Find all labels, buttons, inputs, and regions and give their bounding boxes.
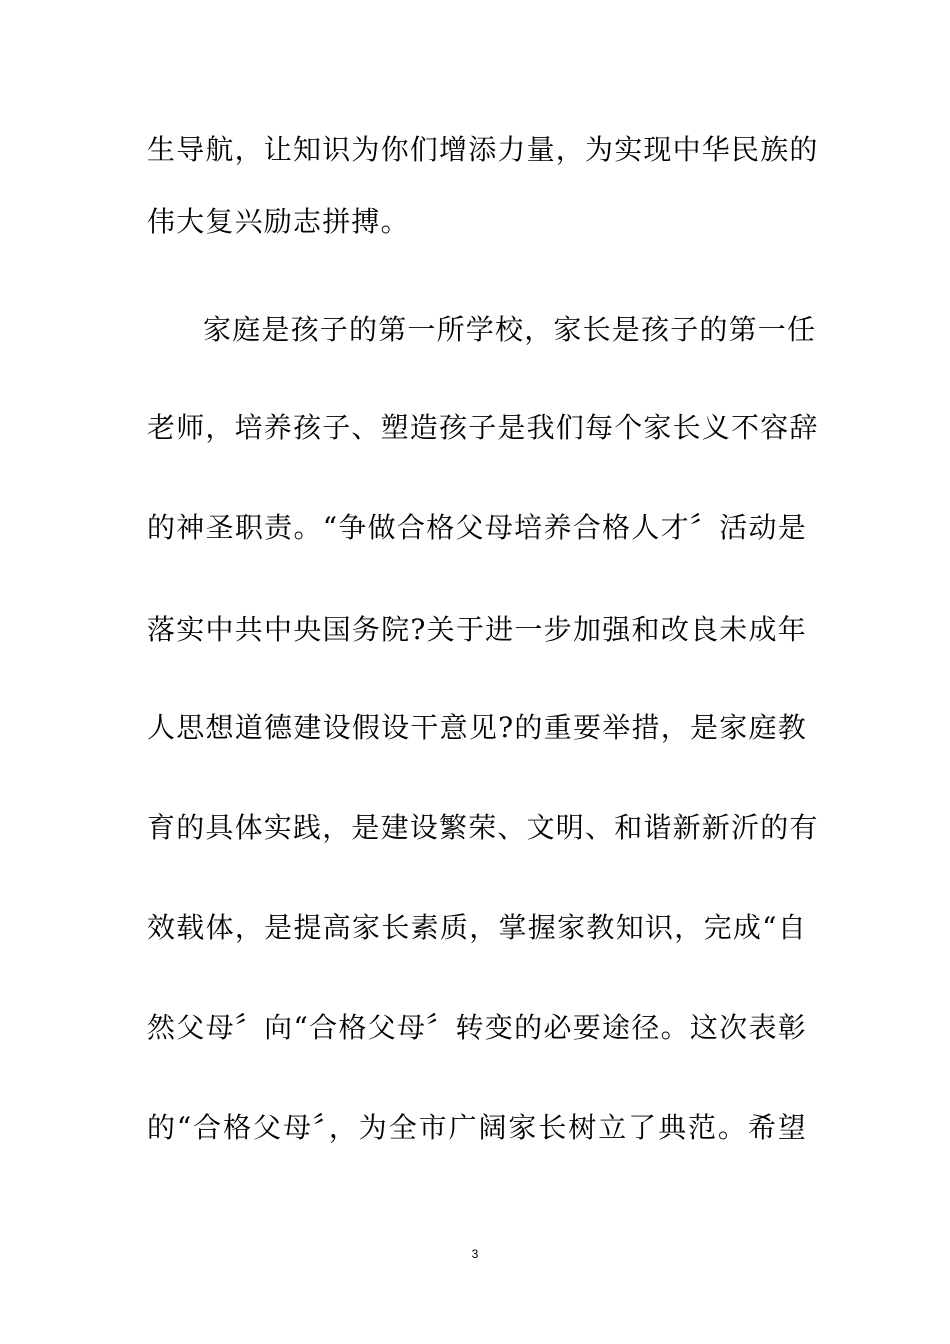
text-line-3: 家庭是孩子的第一所学校，家长是孩子的第一任	[203, 313, 817, 346]
text-line-5: 的神圣职责。“争做合格父母培养合格人才〞活动是	[147, 511, 807, 544]
text-line-1: 生导航，让知识为你们增添力量，为实现中华民族的	[147, 133, 819, 166]
text-line-10: 然父母〞向“合格父母〞转变的必要途径。这次表彰	[147, 1011, 807, 1044]
text-line-11: 的“合格父母〞，为全市广阔家长树立了典范。希望	[147, 1111, 807, 1144]
text-line-9: 效载体，是提高家长素质，掌握家教知识，完成“自	[147, 911, 807, 944]
text-line-2: 伟大复兴励志拼搏。	[147, 205, 410, 238]
text-line-4: 老师，培养孩子、塑造孩子是我们每个家长义不容辞	[147, 411, 819, 444]
page-number: 3	[471, 1247, 479, 1261]
text-line-7: 人思想道德建设假设干意见?的重要举措，是家庭教	[147, 711, 807, 744]
text-line-6: 落实中共中央国务院?关于进一步加强和改良未成年	[147, 613, 807, 646]
text-line-8: 育的具体实践，是建设繁荣、文明、和谐新新沂的有	[147, 811, 819, 844]
